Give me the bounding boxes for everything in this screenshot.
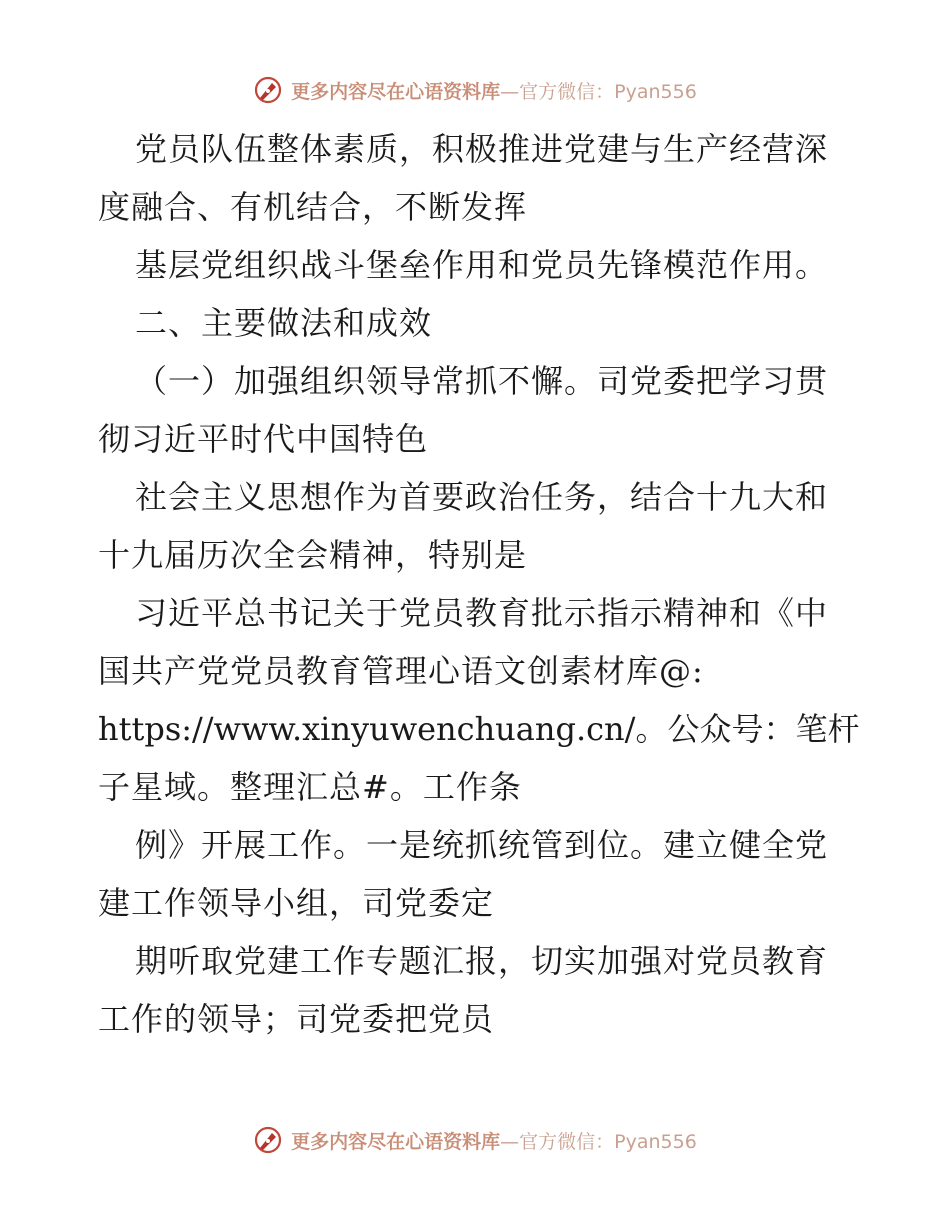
header-watermark: [0, 70, 950, 110]
text-line: 工作的领导；司党委把党员: [98, 1000, 495, 1038]
text-line: 期听取党建工作专题汇报，切实加强对党员教育: [135, 942, 829, 980]
text-line: （一）加强组织领导常抓不懈。司党委把学习贯: [135, 362, 829, 400]
pen-nib-circle-icon: [253, 1125, 283, 1155]
watermark-text: 更多内容尽在心语资料库—官方微信：Pyan556: [291, 80, 697, 103]
text-line: 社会主义思想作为首要政治任务，结合十九大和: [135, 478, 829, 516]
watermark-text: 更多内容尽在心语资料库—官方微信：Pyan556: [291, 1130, 697, 1153]
text-line: 国共产党党员教育管理心语文创素材库@:: [98, 652, 704, 690]
text-line: 十九届历次全会精神，特别是: [98, 536, 528, 574]
text-line: 习近平总书记关于党员教育批示指示精神和《中: [135, 594, 829, 632]
text-line: 子星域。整理汇总#。工作条: [98, 768, 522, 806]
text-line: 二、主要做法和成效: [135, 304, 433, 342]
text-line: 建工作领导小组，司党委定: [98, 884, 495, 922]
text-line: 党员队伍整体素质，积极推进党建与生产经营深: [135, 130, 829, 168]
text-line: 度融合、有机结合，不断发挥: [98, 188, 528, 226]
document-body: [98, 120, 858, 1048]
text-line: 彻习近平时代中国特色: [98, 420, 429, 458]
text-line: https://www.xinyuwenchuang.cn/。公众号：笔杆: [98, 710, 860, 748]
footer-watermark: [0, 1120, 950, 1160]
text-line: 基层党组织战斗堡垒作用和党员先锋模范作用。: [135, 246, 829, 284]
pen-nib-circle-icon: [253, 75, 283, 105]
text-line: 例》开展工作。一是统抓统管到位。建立健全党: [135, 826, 829, 864]
